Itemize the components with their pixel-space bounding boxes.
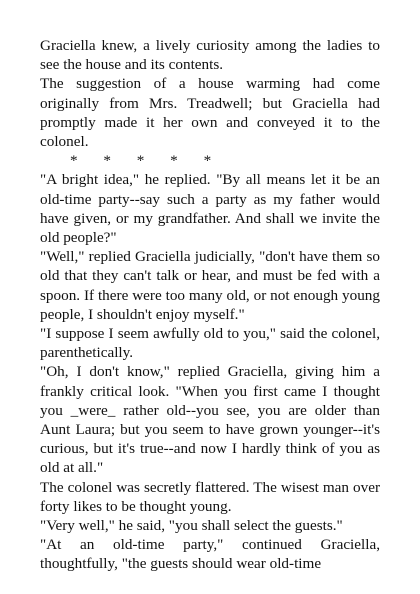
page-text	[40, 36, 380, 574]
paragraph: The colonel was secretly flattered. The wisest man over forty likes to be thought young.	[40, 478, 380, 515]
section-break-asterisks: * * * * *	[70, 152, 212, 170]
paragraph: The suggestion of a house warming had come originally from Mrs. Treadwell; but Graciella had promptly made it her own and conveyed it to the colonel.	[40, 75, 380, 151]
paragraph: "Oh, I don't know," replied Graciella, giving him a frankly critical look. "When you first came I thought you _were_ rather old--you see, you are older than Aunt Laura; but you seem to have grown younger--it's curious, but it's true--and now I hardly think of you as old at all."	[40, 363, 380, 477]
paragraph: Graciella knew, a lively curiosity among the ladies to see the house and its contents.	[40, 37, 380, 74]
paragraph: "Well," replied Graciella judicially, "don't have them so old that they can't talk or hear, and must be fed with a spoon. If there were too many old, or not enough young people, I shouldn't enjoy myself."	[40, 248, 380, 323]
paragraph: "A bright idea," he replied. "By all means let it be an old-time party--say such a party as my father would have given, or my grandfather. And shall we invite the old people?"	[40, 171, 380, 247]
paragraph: "At an old-time party," continued Graciella, thoughtfully, "the guests should wear old-time	[40, 536, 380, 573]
paragraph: "I suppose I seem awfully old to you," said the colonel, parenthetically.	[40, 325, 380, 362]
paragraph: "Very well," he said, "you shall select the guests."	[40, 517, 343, 535]
